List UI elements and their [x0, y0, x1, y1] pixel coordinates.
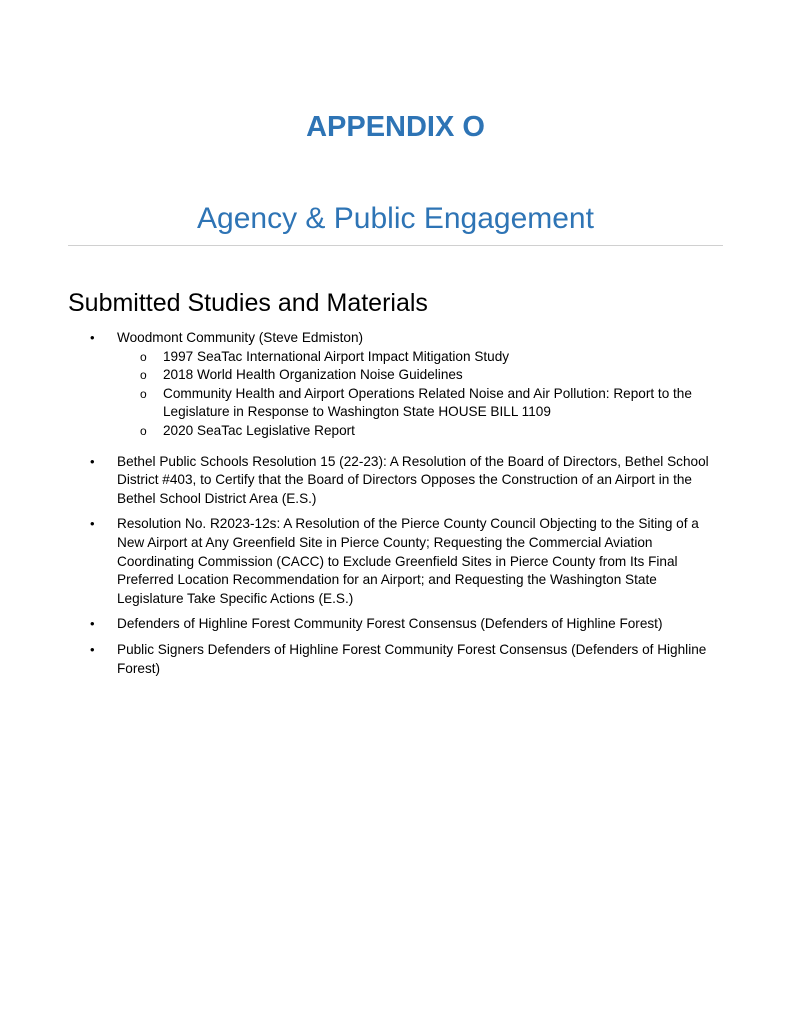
list-item [0, 615, 791, 634]
sub-list-item-text: 2018 World Health Organization Noise Guidelines [163, 367, 463, 383]
circle-bullet-icon: o [140, 386, 147, 401]
bullet-icon: • [90, 516, 95, 532]
list-item-text: Public Signers Defenders of Highline Forest Community Forest Consensus (Defenders of Highline Forest) [117, 641, 707, 676]
sub-list-item [117, 385, 725, 422]
circle-bullet-icon: o [140, 423, 147, 438]
sub-list-item-text: Community Health and Airport Operations Related Noise and Air Pollution: Report to the Legislature in Response to Washington State HOUSE BILL 1109 [163, 385, 692, 420]
sub-list-item [117, 422, 725, 441]
list-item [0, 453, 791, 509]
sub-list [117, 348, 725, 441]
list-item-text: Bethel Public Schools Resolution 15 (22-23): A Resolution of the Board of Directors, Bethel School District #403, to Certify that the Board of Directors Opposes the Construction of an Airport in the Bethel School District Area (E.S.) [117, 453, 709, 506]
circle-bullet-icon: o [140, 368, 147, 383]
list-item-text: Defenders of Highline Forest Community Forest Consensus (Defenders of Highline Forest) [117, 616, 663, 632]
page-subtitle: Agency & Public Engagement [197, 202, 594, 235]
bullet-icon: • [90, 616, 95, 632]
list-item [0, 329, 791, 441]
sub-list-item-text: 1997 SeaTac International Airport Impact Mitigation Study [163, 348, 510, 364]
circle-bullet-icon: o [140, 349, 147, 364]
section-heading: Submitted Studies and Materials [68, 289, 428, 317]
sub-list-item-text: 2020 SeaTac Legislative Report [163, 422, 355, 438]
list-item [0, 641, 791, 678]
materials-list [0, 329, 791, 678]
sub-list-item [117, 366, 725, 385]
bullet-icon: • [90, 453, 95, 469]
horizontal-divider [68, 245, 723, 246]
list-item [0, 515, 791, 608]
list-item-text: Resolution No. R2023-12s: A Resolution of the Pierce County Council Objecting to the Siting of a New Airport at Any Greenfield Site in Pierce County; Requesting the Commercial Aviation Coordinating Commission (CACC) to Exclude Greenfield Sites in Pierce County from Its Final Preferred Location Recommendation for an Airport; and Requesting the Washington State Legislature Take Specific Actions (E.S.) [117, 516, 699, 606]
sub-list-item [117, 348, 725, 367]
bullet-icon: • [90, 330, 95, 345]
appendix-title: APPENDIX O [306, 111, 485, 143]
list-item-text: Woodmont Community (Steve Edmiston) [117, 330, 364, 345]
bullet-icon: • [90, 641, 95, 657]
